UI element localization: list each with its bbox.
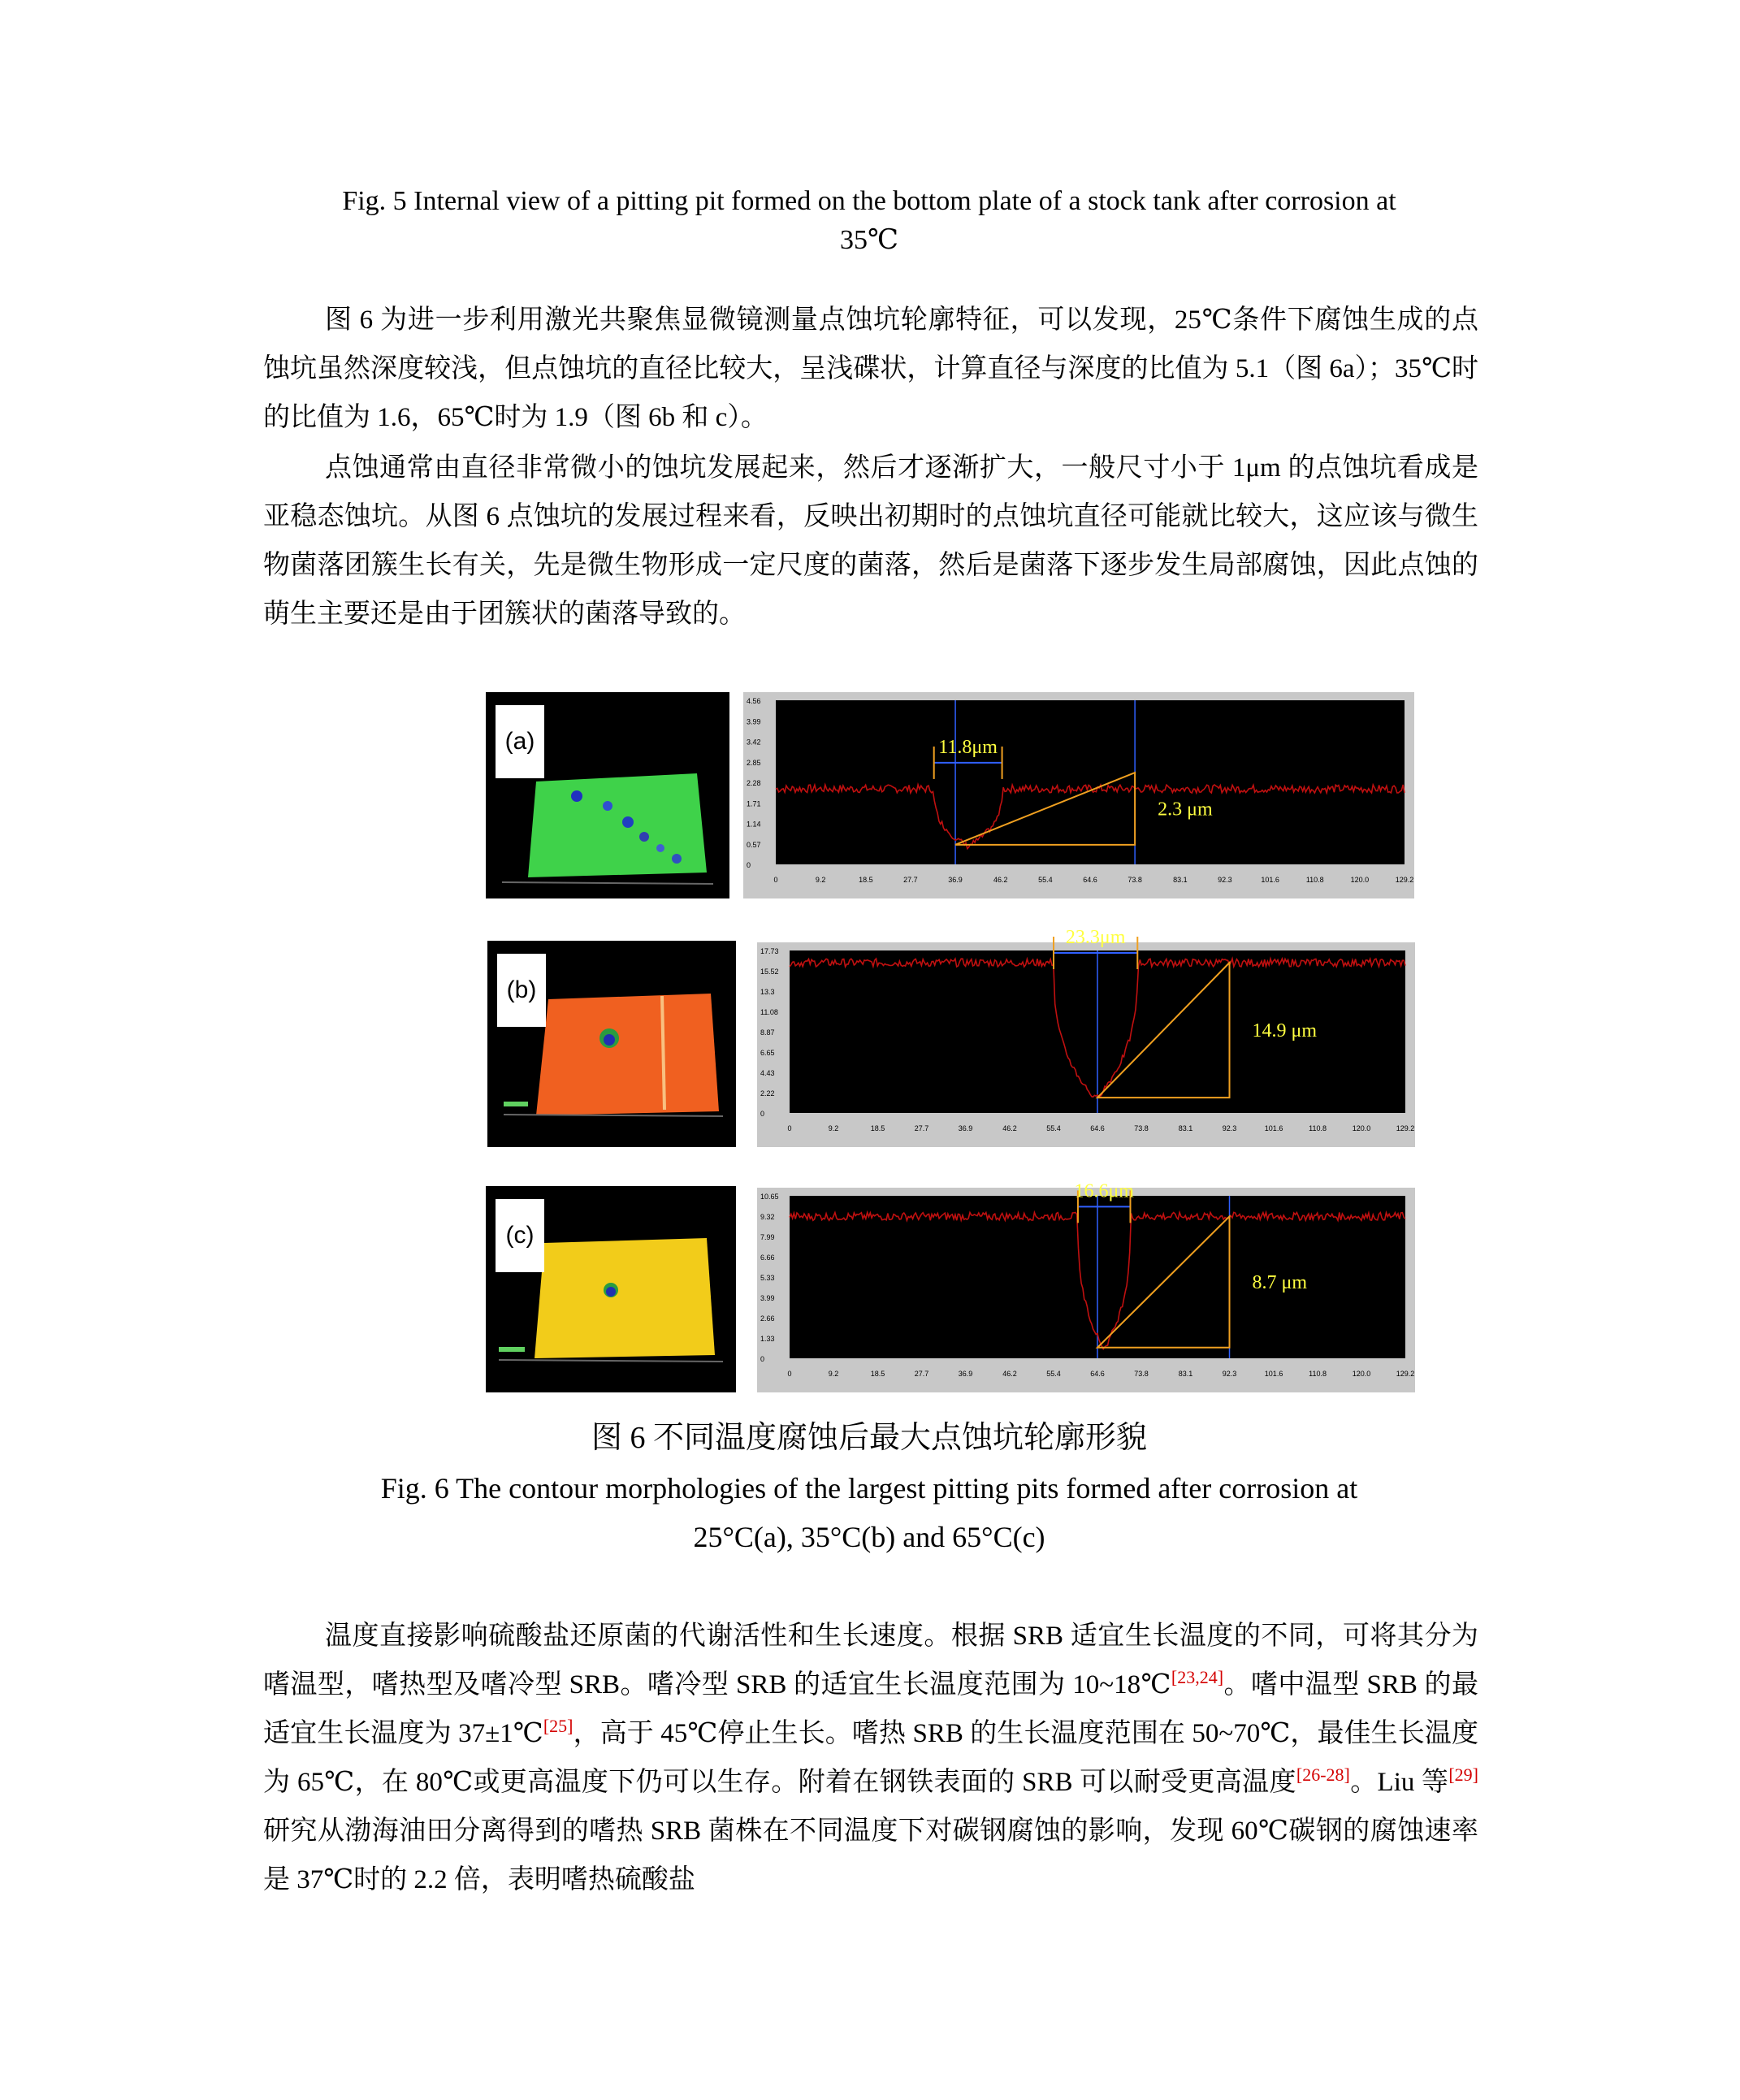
x-tick-label: 55.4	[1046, 1124, 1061, 1132]
x-tick-label: 18.5	[870, 1370, 885, 1378]
pit-spot-a2	[603, 801, 612, 811]
y-tick-label: 3.99	[747, 717, 761, 726]
x-tick-label: 0	[773, 876, 778, 884]
x-tick-label: 101.6	[1264, 1124, 1283, 1132]
fig6-caption-cn: 图 6 不同温度腐蚀后最大点蚀坑轮廓形貌	[591, 1421, 1147, 1455]
y-tick-label: 17.73	[760, 947, 779, 955]
fig5-caption	[260, 182, 1478, 260]
x-tick-label: 46.2	[993, 876, 1008, 884]
x-tick-label: 110.8	[1309, 1124, 1327, 1132]
x-tick-label: 73.8	[1134, 1370, 1149, 1378]
width-label: 11.8μm	[938, 736, 998, 758]
axis-mark-b	[504, 1102, 528, 1106]
y-tick-label: 3.42	[747, 738, 761, 747]
axis-line-c	[499, 1360, 723, 1362]
fig6-caption-en-line1: Fig. 6 The contour morphologies of the largest pitting pits formed after corrosion at	[380, 1472, 1358, 1505]
surface-c-plane	[535, 1238, 715, 1358]
surface-b-plane	[536, 994, 719, 1115]
x-tick-label: 92.3	[1218, 876, 1232, 884]
profile-a-svg	[743, 692, 1414, 898]
pit-spot-c-core	[606, 1287, 616, 1297]
x-tick-label: 18.5	[870, 1124, 885, 1132]
x-tick-label: 92.3	[1222, 1370, 1237, 1378]
x-tick-label: 46.2	[1002, 1124, 1017, 1132]
axis-line-b	[504, 1115, 723, 1116]
y-tick-label: 1.14	[747, 820, 761, 829]
surface-3d-a	[486, 692, 729, 898]
y-tick-label: 6.66	[760, 1253, 775, 1262]
x-tick-label: 120.0	[1352, 1124, 1371, 1132]
x-tick-label: 0	[787, 1370, 792, 1378]
x-tick-label: 27.7	[903, 876, 918, 884]
x-tick-label: 55.4	[1046, 1370, 1061, 1378]
x-tick-label: 46.2	[1002, 1370, 1017, 1378]
width-label: 23.3μm	[1065, 927, 1126, 949]
x-tick-label: 110.8	[1309, 1370, 1327, 1378]
axis-line-a	[502, 882, 713, 884]
x-tick-label: 83.1	[1173, 876, 1188, 884]
pit-spot-a3	[622, 816, 634, 828]
depth-label: 14.9 μm	[1252, 1020, 1318, 1042]
x-tick-label: 18.5	[859, 876, 873, 884]
fig5-caption-line1: Fig. 5 Internal view of a pitting pit formed on the bottom plate of a stock tank after corrosion at	[342, 186, 1396, 216]
x-tick-label: 9.2	[828, 1370, 839, 1378]
x-tick-label: 9.2	[815, 876, 826, 884]
profile-chart-b	[757, 927, 1415, 1147]
profile-chart-a	[743, 692, 1414, 898]
depth-label: 8.7 μm	[1252, 1272, 1308, 1294]
x-tick-label: 36.9	[958, 1124, 973, 1132]
y-tick-label: 7.99	[760, 1232, 775, 1241]
x-tick-label: 129.2	[1396, 1370, 1415, 1378]
pit-spot-a1	[571, 790, 582, 802]
x-tick-label: 0	[787, 1124, 792, 1132]
y-tick-label: 8.87	[760, 1028, 775, 1037]
citation-29[interactable]: [29]	[1448, 1764, 1478, 1785]
y-tick-label: 4.56	[747, 697, 761, 705]
y-tick-label: 1.33	[760, 1335, 775, 1344]
y-tick-label: 13.3	[760, 987, 775, 996]
x-tick-label: 120.0	[1352, 1370, 1371, 1378]
paragraph-3-text-5: 研究从渤海油田分离得到的嗜热 SRB 菌株在不同温度下对碳钢腐蚀的影响，发现 60℃碳钢的腐蚀速率是 37℃时的 2.2 倍，表明嗜热硫酸盐	[263, 1816, 1478, 1894]
y-tick-label: 2.28	[747, 779, 761, 787]
pit-spot-b-core	[604, 1034, 615, 1046]
plot-area	[776, 700, 1405, 864]
x-tick-label: 101.6	[1264, 1370, 1283, 1378]
x-tick-label: 27.7	[914, 1124, 929, 1132]
paragraph-3-text-4: 。Liu 等	[1349, 1768, 1449, 1797]
x-tick-label: 129.2	[1395, 876, 1414, 884]
x-tick-label: 110.8	[1305, 876, 1324, 884]
citation-26-28[interactable]: [26-28]	[1296, 1764, 1350, 1785]
citation-25[interactable]: [25]	[543, 1716, 574, 1736]
x-tick-label: 27.7	[914, 1370, 929, 1378]
x-tick-label: 36.9	[958, 1370, 973, 1378]
profile-b-svg	[757, 927, 1415, 1147]
y-tick-label: 2.85	[747, 758, 761, 767]
x-tick-label: 64.6	[1090, 1124, 1105, 1132]
y-tick-label: 15.52	[760, 967, 779, 976]
paragraph-3-text-2: 。嗜中温型 SRB 的最适宜生长温度为 37±1℃	[263, 1670, 1478, 1748]
panel-label-a: (a)	[496, 705, 544, 778]
profile-chart-c	[757, 1180, 1415, 1392]
y-tick-label: 2.22	[760, 1089, 775, 1098]
paragraph-1: 图 6 为进一步利用激光共聚焦显微镜测量点蚀坑轮廓特征，可以发现，25℃条件下腐蚀生成的点蚀坑虽然深度较浅，但点蚀坑的直径比较大，呈浅碟状，计算直径与深度的比值为 5.1（图 6a）；35℃时的比值为 1.6，65℃时为 1.9（图 6b 和 c）。	[263, 305, 1478, 432]
axis-mark-c	[499, 1347, 525, 1352]
y-tick-label: 0	[760, 1355, 765, 1363]
profile-c-svg	[757, 1180, 1415, 1392]
x-tick-label: 36.9	[948, 876, 963, 884]
width-label: 16.6μm	[1074, 1180, 1134, 1202]
x-tick-label: 101.6	[1261, 876, 1279, 884]
y-tick-label: 6.65	[760, 1048, 775, 1057]
y-tick-label: 9.32	[760, 1212, 775, 1221]
y-tick-label: 5.33	[760, 1273, 775, 1282]
x-tick-label: 129.2	[1396, 1124, 1415, 1132]
x-tick-label: 9.2	[828, 1124, 839, 1132]
surface-3d-c	[486, 1186, 736, 1392]
x-tick-label: 83.1	[1178, 1124, 1193, 1132]
paragraph-3-text-3: ，高于 45℃停止生长。嗜热 SRB 的生长温度范围在 50~70℃，最佳生长温度为 65℃，在 80℃或更高温度下仍可以生存。附着在钢铁表面的 SRB 可以耐受更高温度	[263, 1719, 1478, 1797]
y-tick-label: 0	[760, 1110, 765, 1118]
x-tick-label: 73.8	[1134, 1124, 1149, 1132]
pit-spot-a5	[656, 844, 664, 852]
y-tick-label: 4.43	[760, 1069, 775, 1078]
surface-3d-b	[487, 941, 736, 1147]
panel-label-c: (c)	[496, 1199, 544, 1272]
pit-spot-a6	[672, 854, 682, 864]
fig6-caption-en-line2: 25°C(a), 35°C(b) and 65°C(c)	[693, 1521, 1045, 1553]
paragraph-3-text-1: 温度直接影响硫酸盐还原菌的代谢活性和生长速度。根据 SRB 适宜生长温度的不同，可将其分为嗜温型，嗜热型及嗜冷型 SRB。嗜冷型 SRB 的适宜生长温度范围为 10~18℃	[263, 1622, 1478, 1699]
x-tick-label: 83.1	[1178, 1370, 1193, 1378]
depth-label: 2.3 μm	[1158, 799, 1213, 821]
paragraph-3	[263, 1612, 1478, 1904]
pit-spot-a4	[639, 832, 649, 842]
y-tick-label: 0.57	[747, 840, 761, 849]
panel-label-b: (b)	[497, 954, 546, 1027]
y-tick-label: 1.71	[747, 799, 761, 808]
x-tick-label: 73.8	[1128, 876, 1142, 884]
y-tick-label: 0	[747, 861, 751, 869]
x-tick-label: 55.4	[1038, 876, 1053, 884]
x-tick-label: 64.6	[1083, 876, 1097, 884]
x-tick-label: 64.6	[1090, 1370, 1105, 1378]
x-tick-label: 120.0	[1350, 876, 1370, 884]
fig6-caption-en	[260, 1464, 1478, 1561]
fig5-caption-line2: 35℃	[839, 225, 899, 255]
x-tick-label: 92.3	[1222, 1124, 1237, 1132]
y-tick-label: 10.65	[760, 1193, 779, 1201]
citation-23-24[interactable]: [23,24]	[1171, 1667, 1224, 1687]
y-tick-label: 2.66	[760, 1314, 775, 1323]
y-tick-label: 11.08	[760, 1008, 778, 1017]
paragraph-2: 点蚀通常由直径非常微小的蚀坑发展起来，然后才逐渐扩大，一般尺寸小于 1μm 的点蚀坑看成是亚稳态蚀坑。从图 6 点蚀坑的发展过程来看，反映出初期时的点蚀坑直径可能就比较大，这应该与微生物菌落团簇生长有关，先是微生物形成一定尺度的菌落，然后是菌落下逐步发生局部腐蚀，因此点蚀的萌生主要还是由于团簇状的菌落导致的。	[263, 453, 1478, 629]
y-tick-label: 3.99	[760, 1294, 775, 1303]
